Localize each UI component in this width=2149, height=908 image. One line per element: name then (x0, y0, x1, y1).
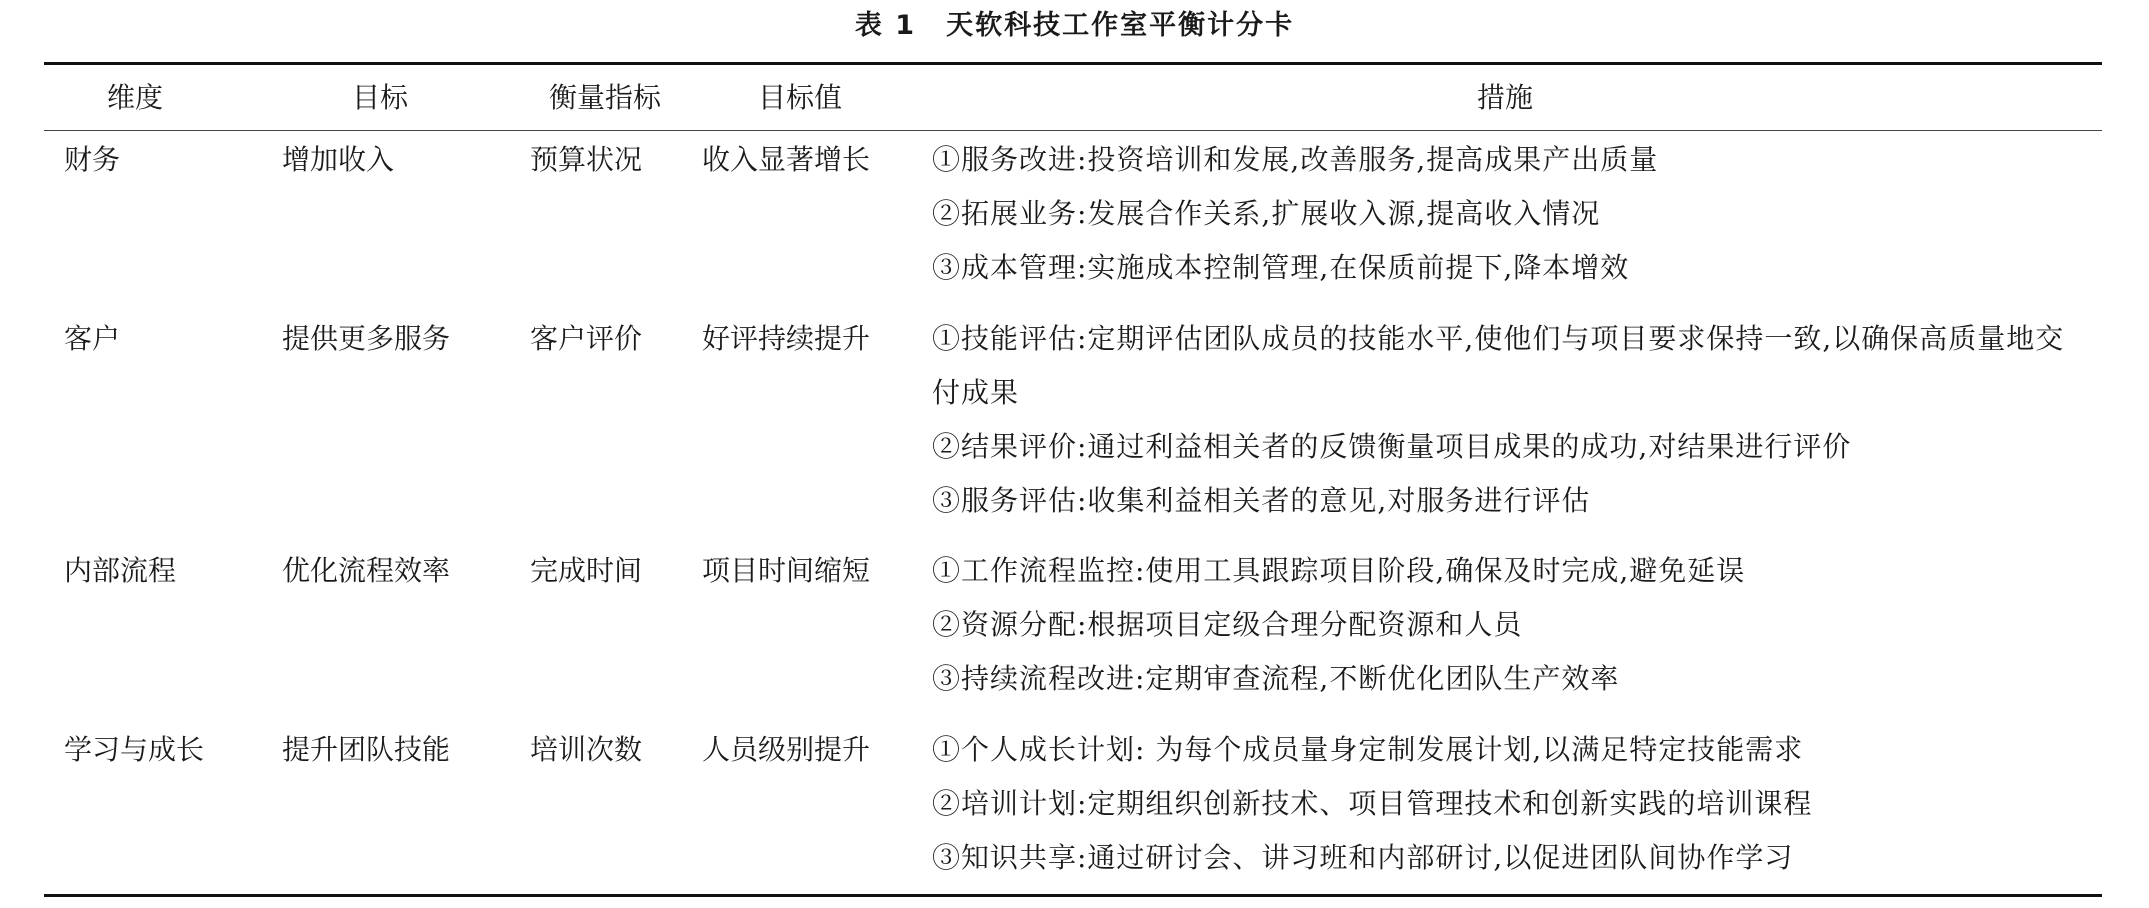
row-metric: 培训次数 (530, 733, 643, 766)
row-goal: 提供更多服务 (282, 322, 451, 355)
row-target-value: 人员级别提升 (702, 733, 871, 766)
table-number: 表 1 (854, 10, 917, 41)
measure-item: ①服务改进:投资培训和发展,改善服务,提高成果产出质量 (932, 143, 1659, 176)
measure-item: ①技能评估:定期评估团队成员的技能水平,使他们与项目要求保持一致,以确保高质量地交付成果 (932, 322, 2065, 409)
bottom-rule (44, 894, 2102, 897)
row-metric: 预算状况 (530, 143, 643, 176)
table-title: 天软科技工作室平衡计分卡 (946, 10, 1295, 41)
header-goal: 目标 (351, 81, 408, 114)
row-goal: 优化流程效率 (282, 554, 451, 587)
measure-item: ②培训计划:定期组织创新技术、项目管理技术和创新实践的培训课程 (932, 787, 1813, 820)
row-measures (932, 133, 2092, 295)
measure-item: ②资源分配:根据项目定级合理分配资源和人员 (932, 608, 1523, 641)
measure-item: ①个人成长计划: 为每个成员量身定制发展计划,以满足特定技能需求 (932, 733, 1804, 766)
row-goal: 增加收入 (282, 143, 395, 176)
header-dimension: 维度 (106, 81, 163, 114)
row-metric: 客户评价 (530, 322, 643, 355)
row-dimension: 学习与成长 (64, 733, 205, 766)
row-measures (932, 544, 2092, 706)
header-metric: 衡量指标 (548, 81, 661, 114)
row-dimension: 财务 (64, 143, 121, 176)
top-rule (44, 62, 2102, 65)
row-measures (932, 723, 2092, 885)
measure-item: ③持续流程改进:定期审查流程,不断优化团队生产效率 (932, 662, 1620, 695)
measure-item: ③服务评估:收集利益相关者的意见,对服务进行评估 (932, 484, 1591, 517)
header-rule (44, 130, 2102, 131)
row-dimension: 内部流程 (64, 554, 177, 587)
row-dimension: 客户 (64, 322, 121, 355)
header-target-value: 目标值 (757, 81, 842, 114)
row-target-value: 收入显著增长 (702, 143, 871, 176)
row-measures (932, 312, 2092, 528)
table-caption (0, 6, 2149, 46)
row-metric: 完成时间 (530, 554, 643, 587)
measure-item: ③成本管理:实施成本控制管理,在保质前提下,降本增效 (932, 251, 1630, 284)
measure-item: ②结果评价:通过利益相关者的反馈衡量项目成果的成功,对结果进行评价 (932, 430, 1852, 463)
measure-item: ①工作流程监控:使用工具跟踪项目阶段,确保及时完成,避免延误 (932, 554, 1746, 587)
header-measures: 措施 (1476, 81, 1533, 114)
measure-item: ②拓展业务:发展合作关系,扩展收入源,提高收入情况 (932, 197, 1601, 230)
row-target-value: 项目时间缩短 (702, 554, 871, 587)
table-header-row (0, 68, 2149, 128)
row-goal: 提升团队技能 (282, 733, 451, 766)
measure-item: ③知识共享:通过研讨会、讲习班和内部研讨,以促进团队间协作学习 (932, 841, 1794, 874)
row-target-value: 好评持续提升 (702, 322, 871, 355)
